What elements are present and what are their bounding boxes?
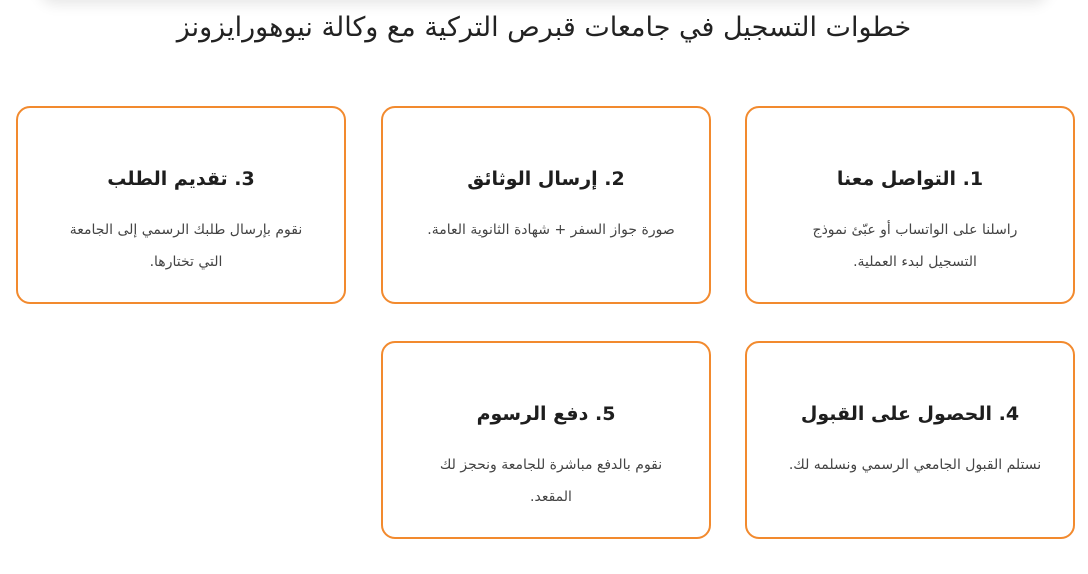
step-title: 1. التواصل معنا	[836, 168, 984, 190]
step-description: نقوم بإرسال طلبك الرسمي إلى الجامعة التي تختارها.	[69, 222, 303, 270]
page-title: خطوات التسجيل في جامعات قبرص التركية مع وكالة نيوهورايزونز	[176, 12, 912, 43]
step-card-3	[16, 106, 346, 304]
step-title: 2. إرسال الوثائق	[467, 168, 625, 190]
step-card-2	[381, 106, 711, 304]
step-title: 4. الحصول على القبول	[800, 403, 1020, 425]
step-description: نقوم بالدفع مباشرة للجامعة ونحجز لك المقعد.	[439, 457, 663, 505]
step-card-1	[745, 106, 1075, 304]
step-card-4	[745, 341, 1075, 539]
step-description: صورة جواز السفر + شهادة الثانوية العامة.	[427, 222, 675, 238]
step-title: 3. تقديم الطلب	[107, 168, 255, 190]
step-description: نستلم القبول الجامعي الرسمي ونسلمه لك.	[788, 457, 1042, 473]
step-card-5	[381, 341, 711, 539]
step-title: 5. دفع الرسوم	[476, 403, 616, 425]
step-description: راسلنا على الواتساب أو عبّئ نموذج التسجيل لبدء العملية.	[812, 222, 1018, 270]
